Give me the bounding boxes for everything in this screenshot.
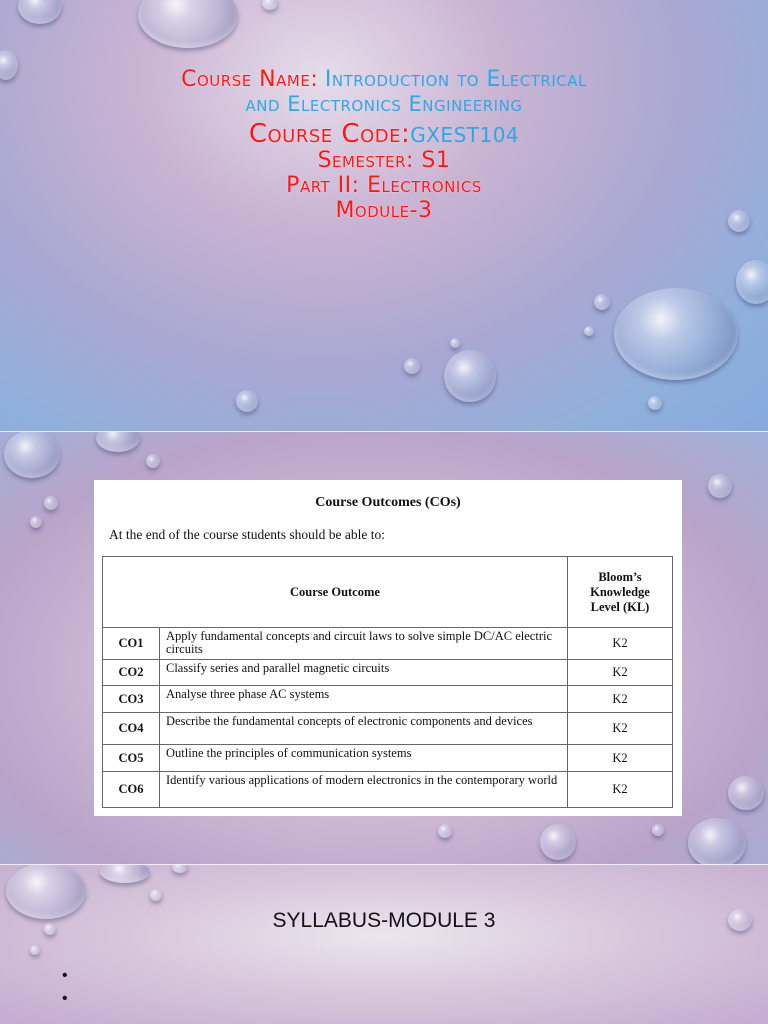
co-kl-cell: K2 (568, 660, 673, 686)
part-text: Part II: Electronics (286, 173, 482, 198)
water-drop-decoration (146, 454, 160, 468)
course-name-value-line2: and Electronics Engineering (245, 92, 523, 116)
water-drop-decoration (688, 818, 746, 865)
water-drop-decoration (150, 889, 162, 901)
water-drop-decoration (614, 288, 738, 380)
title-block (0, 64, 768, 222)
table-row (103, 660, 673, 686)
water-drop-decoration (44, 496, 58, 510)
co-description-cell: Outline the principles of communication systems (160, 745, 568, 772)
co-description-cell: Identify various applications of modern electronics in the contemporary world (160, 772, 568, 808)
course-name-value: Introduction to Electrical (324, 67, 587, 92)
syllabus-slide (0, 865, 768, 1024)
table-row (103, 772, 673, 808)
kl-header-line: Knowledge (590, 584, 650, 599)
syllabus-title: SYLLABUS-MODULE 3 (272, 909, 496, 932)
table-row (103, 686, 673, 713)
knowledge-level-header (568, 557, 673, 628)
co-kl-cell: K2 (568, 686, 673, 713)
module-text: Module-3 (335, 198, 433, 223)
course-outcomes-heading: Course Outcomes (COs) (315, 495, 461, 510)
co-id-cell: CO1 (103, 628, 160, 660)
course-outcome-header: Course Outcome (103, 557, 568, 628)
co-description-cell: Apply fundamental concepts and circuit laws to solve simple DC/AC electric circuits (160, 628, 568, 660)
co-description-cell: Classify series and parallel magnetic circuits (160, 660, 568, 686)
co-kl-cell: K2 (568, 713, 673, 745)
semester-text: Semester: S1 (317, 148, 451, 173)
water-drop-decoration (584, 326, 594, 336)
table-row (103, 713, 673, 745)
co-id-cell: CO3 (103, 686, 160, 713)
table-row (103, 745, 673, 772)
kl-header-line: Level (KL) (590, 599, 650, 614)
co-kl-cell: K2 (568, 772, 673, 808)
course-name-label: Course Name: (181, 67, 319, 92)
table-header-row (103, 557, 673, 628)
water-drop-decoration (728, 776, 764, 810)
water-drop-decoration (594, 294, 610, 310)
water-drop-decoration (708, 474, 732, 498)
course-outcomes-slide (0, 432, 768, 865)
course-outcomes-intro: At the end of the course students should be able to: (109, 527, 385, 542)
co-kl-cell: K2 (568, 628, 673, 660)
water-drop-decoration (30, 516, 42, 528)
kl-header-line: Bloom’s (598, 569, 642, 584)
course-outcomes-panel (94, 480, 682, 816)
course-code-label: Course Code: (248, 119, 411, 149)
bullet-point: • (62, 990, 68, 1007)
co-id-cell: CO5 (103, 745, 160, 772)
course-name-line (0, 68, 768, 91)
slide-background (0, 865, 768, 1024)
course-outcomes-table (102, 556, 673, 808)
water-drop-decoration (450, 338, 460, 348)
table-row (103, 628, 673, 660)
water-drop-decoration (540, 824, 576, 860)
water-drop-decoration (444, 350, 496, 402)
course-code-value: GXEST104 (410, 123, 520, 147)
water-drop-decoration (648, 396, 662, 410)
co-id-cell: CO2 (103, 660, 160, 686)
co-id-cell: CO6 (103, 772, 160, 808)
water-drop-decoration (236, 390, 258, 412)
water-drop-decoration (4, 432, 60, 478)
water-drop-decoration (438, 824, 452, 838)
course-code-line (0, 120, 768, 147)
water-drop-decoration (736, 260, 768, 304)
water-drop-decoration (30, 945, 40, 955)
co-description-cell: Describe the fundamental concepts of electronic components and devices (160, 713, 568, 745)
co-kl-cell: K2 (568, 745, 673, 772)
bullet-point: • (62, 967, 68, 984)
title-slide (0, 0, 768, 432)
water-drop-decoration (652, 824, 664, 836)
water-drop-decoration (404, 358, 420, 374)
co-description-cell: Analyse three phase AC systems (160, 686, 568, 713)
co-id-cell: CO4 (103, 713, 160, 745)
